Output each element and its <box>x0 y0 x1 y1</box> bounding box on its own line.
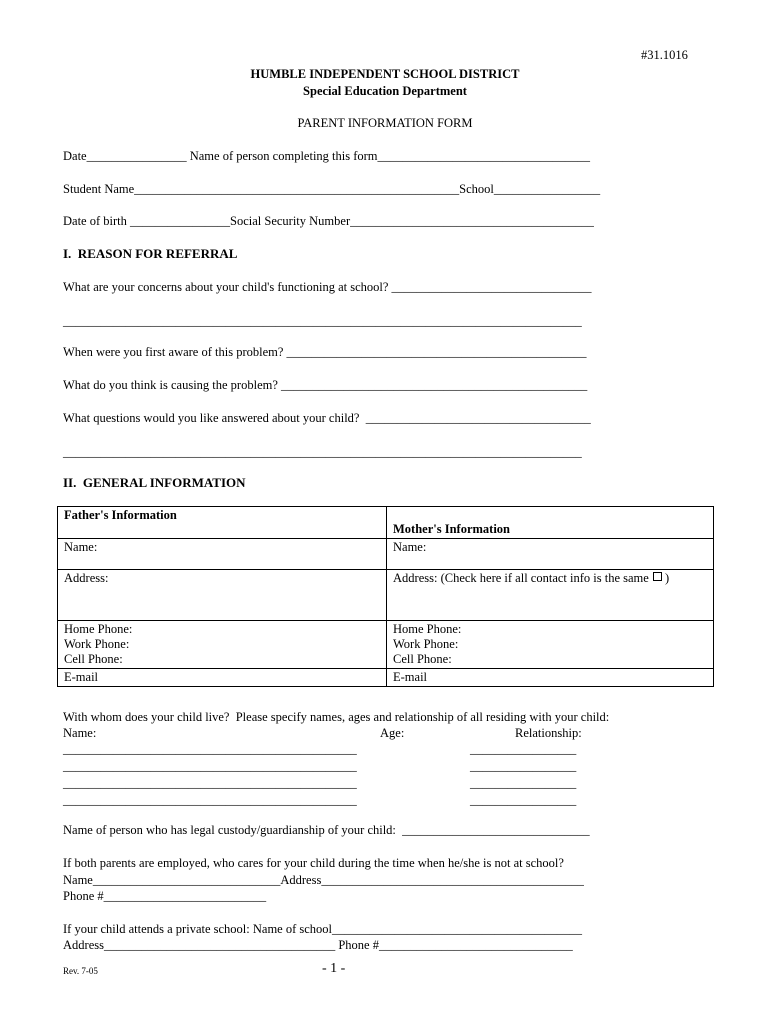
private-school-field[interactable]: If your child attends a private school: Name of school________________________________________ <box>63 922 583 936</box>
section-reason-heading: I. REASON FOR REFERRAL <box>63 246 238 261</box>
section-general-heading: II. GENERAL INFORMATION <box>63 475 246 490</box>
live-with-question: With whom does your child live? Please specify names, ages and relationship of all residing with your child: <box>63 710 610 724</box>
mother-address-field[interactable] <box>387 570 714 621</box>
form-title: PARENT INFORMATION FORM <box>297 116 473 130</box>
dob-ssn-field[interactable]: Date of birth ________________Social Security Number_______________________________________ <box>63 214 594 228</box>
custody-field[interactable]: Name of person who has legal custody/guardianship of your child: ______________________________ <box>63 823 590 837</box>
mother-name-field[interactable]: Name: <box>387 539 714 570</box>
aware-question[interactable]: When were you first aware of this problem? ________________________________________________ <box>63 345 587 359</box>
father-contact-field[interactable] <box>58 621 387 669</box>
mother-contact-field[interactable] <box>387 621 714 669</box>
resident-relationship-line[interactable]: _________________ <box>470 793 577 807</box>
same-contact-checkbox[interactable] <box>653 572 662 581</box>
department-title: Special Education Department <box>303 84 467 98</box>
resident-relationship-line[interactable]: _________________ <box>470 742 577 756</box>
cause-question[interactable]: What do you think is causing the problem? _________________________________________________ <box>63 378 588 392</box>
concerns-question[interactable]: What are your concerns about your child's functioning at school? ________________________________ <box>63 280 592 294</box>
father-home-phone: Home Phone: <box>64 622 133 636</box>
resident-relationship-line[interactable]: _________________ <box>470 759 577 773</box>
student-school-field[interactable]: Student Name____________________________________________________School_________________ <box>63 182 601 196</box>
concerns-answer-line[interactable]: ___________________________________________________________________________________ <box>63 314 582 328</box>
private-school-address-field[interactable]: Address_____________________________________ Phone #_______________________________ <box>63 938 573 952</box>
mother-info-header: Mother's Information <box>387 507 714 539</box>
date-name-field[interactable]: Date________________ Name of person completing this form__________________________________ <box>63 149 591 163</box>
caregiver-name-address-field[interactable]: Name______________________________Address__________________________________________ <box>63 873 584 887</box>
mother-address-label: Address: (Check here if all contact info is the same <box>393 571 649 585</box>
resident-name-line[interactable]: _______________________________________________ <box>63 742 357 756</box>
father-name-field[interactable]: Name: <box>58 539 387 570</box>
caregiver-phone-field[interactable]: Phone #__________________________ <box>63 889 267 903</box>
resident-name-line[interactable]: _______________________________________________ <box>63 776 357 790</box>
questions-answer-line[interactable]: ___________________________________________________________________________________ <box>63 445 582 459</box>
district-title: HUMBLE INDEPENDENT SCHOOL DISTRICT <box>250 67 520 81</box>
mother-home-phone: Home Phone: <box>393 622 462 636</box>
col-relationship-label: Relationship: <box>515 726 582 740</box>
father-work-phone: Work Phone: <box>64 637 130 651</box>
form-number: #31.1016 <box>641 48 688 62</box>
employed-question: If both parents are employed, who cares for your child during the time when he/she is not at school? <box>63 856 564 870</box>
resident-relationship-line[interactable]: _________________ <box>470 776 577 790</box>
parent-info-table <box>57 506 714 687</box>
col-name-label: Name: <box>63 726 97 740</box>
mother-email-field[interactable]: E-mail <box>387 669 714 687</box>
mother-work-phone: Work Phone: <box>393 637 459 651</box>
father-info-header: Father's Information <box>58 507 387 539</box>
mother-cell-phone: Cell Phone: <box>393 652 452 666</box>
col-age-label: Age: <box>380 726 405 740</box>
resident-name-line[interactable]: _______________________________________________ <box>63 759 357 773</box>
page-number: - 1 - <box>322 961 346 976</box>
father-email-field[interactable]: E-mail <box>58 669 387 687</box>
father-address-label: Address: <box>64 571 109 585</box>
questions-question[interactable]: What questions would you like answered about your child? ____________________________________ <box>63 411 591 425</box>
revision-label: Rev. 7-05 <box>63 966 98 976</box>
father-cell-phone: Cell Phone: <box>64 652 123 666</box>
father-address-field[interactable] <box>58 570 387 621</box>
resident-name-line[interactable]: _______________________________________________ <box>63 793 357 807</box>
mother-address-close: ) <box>664 571 670 585</box>
